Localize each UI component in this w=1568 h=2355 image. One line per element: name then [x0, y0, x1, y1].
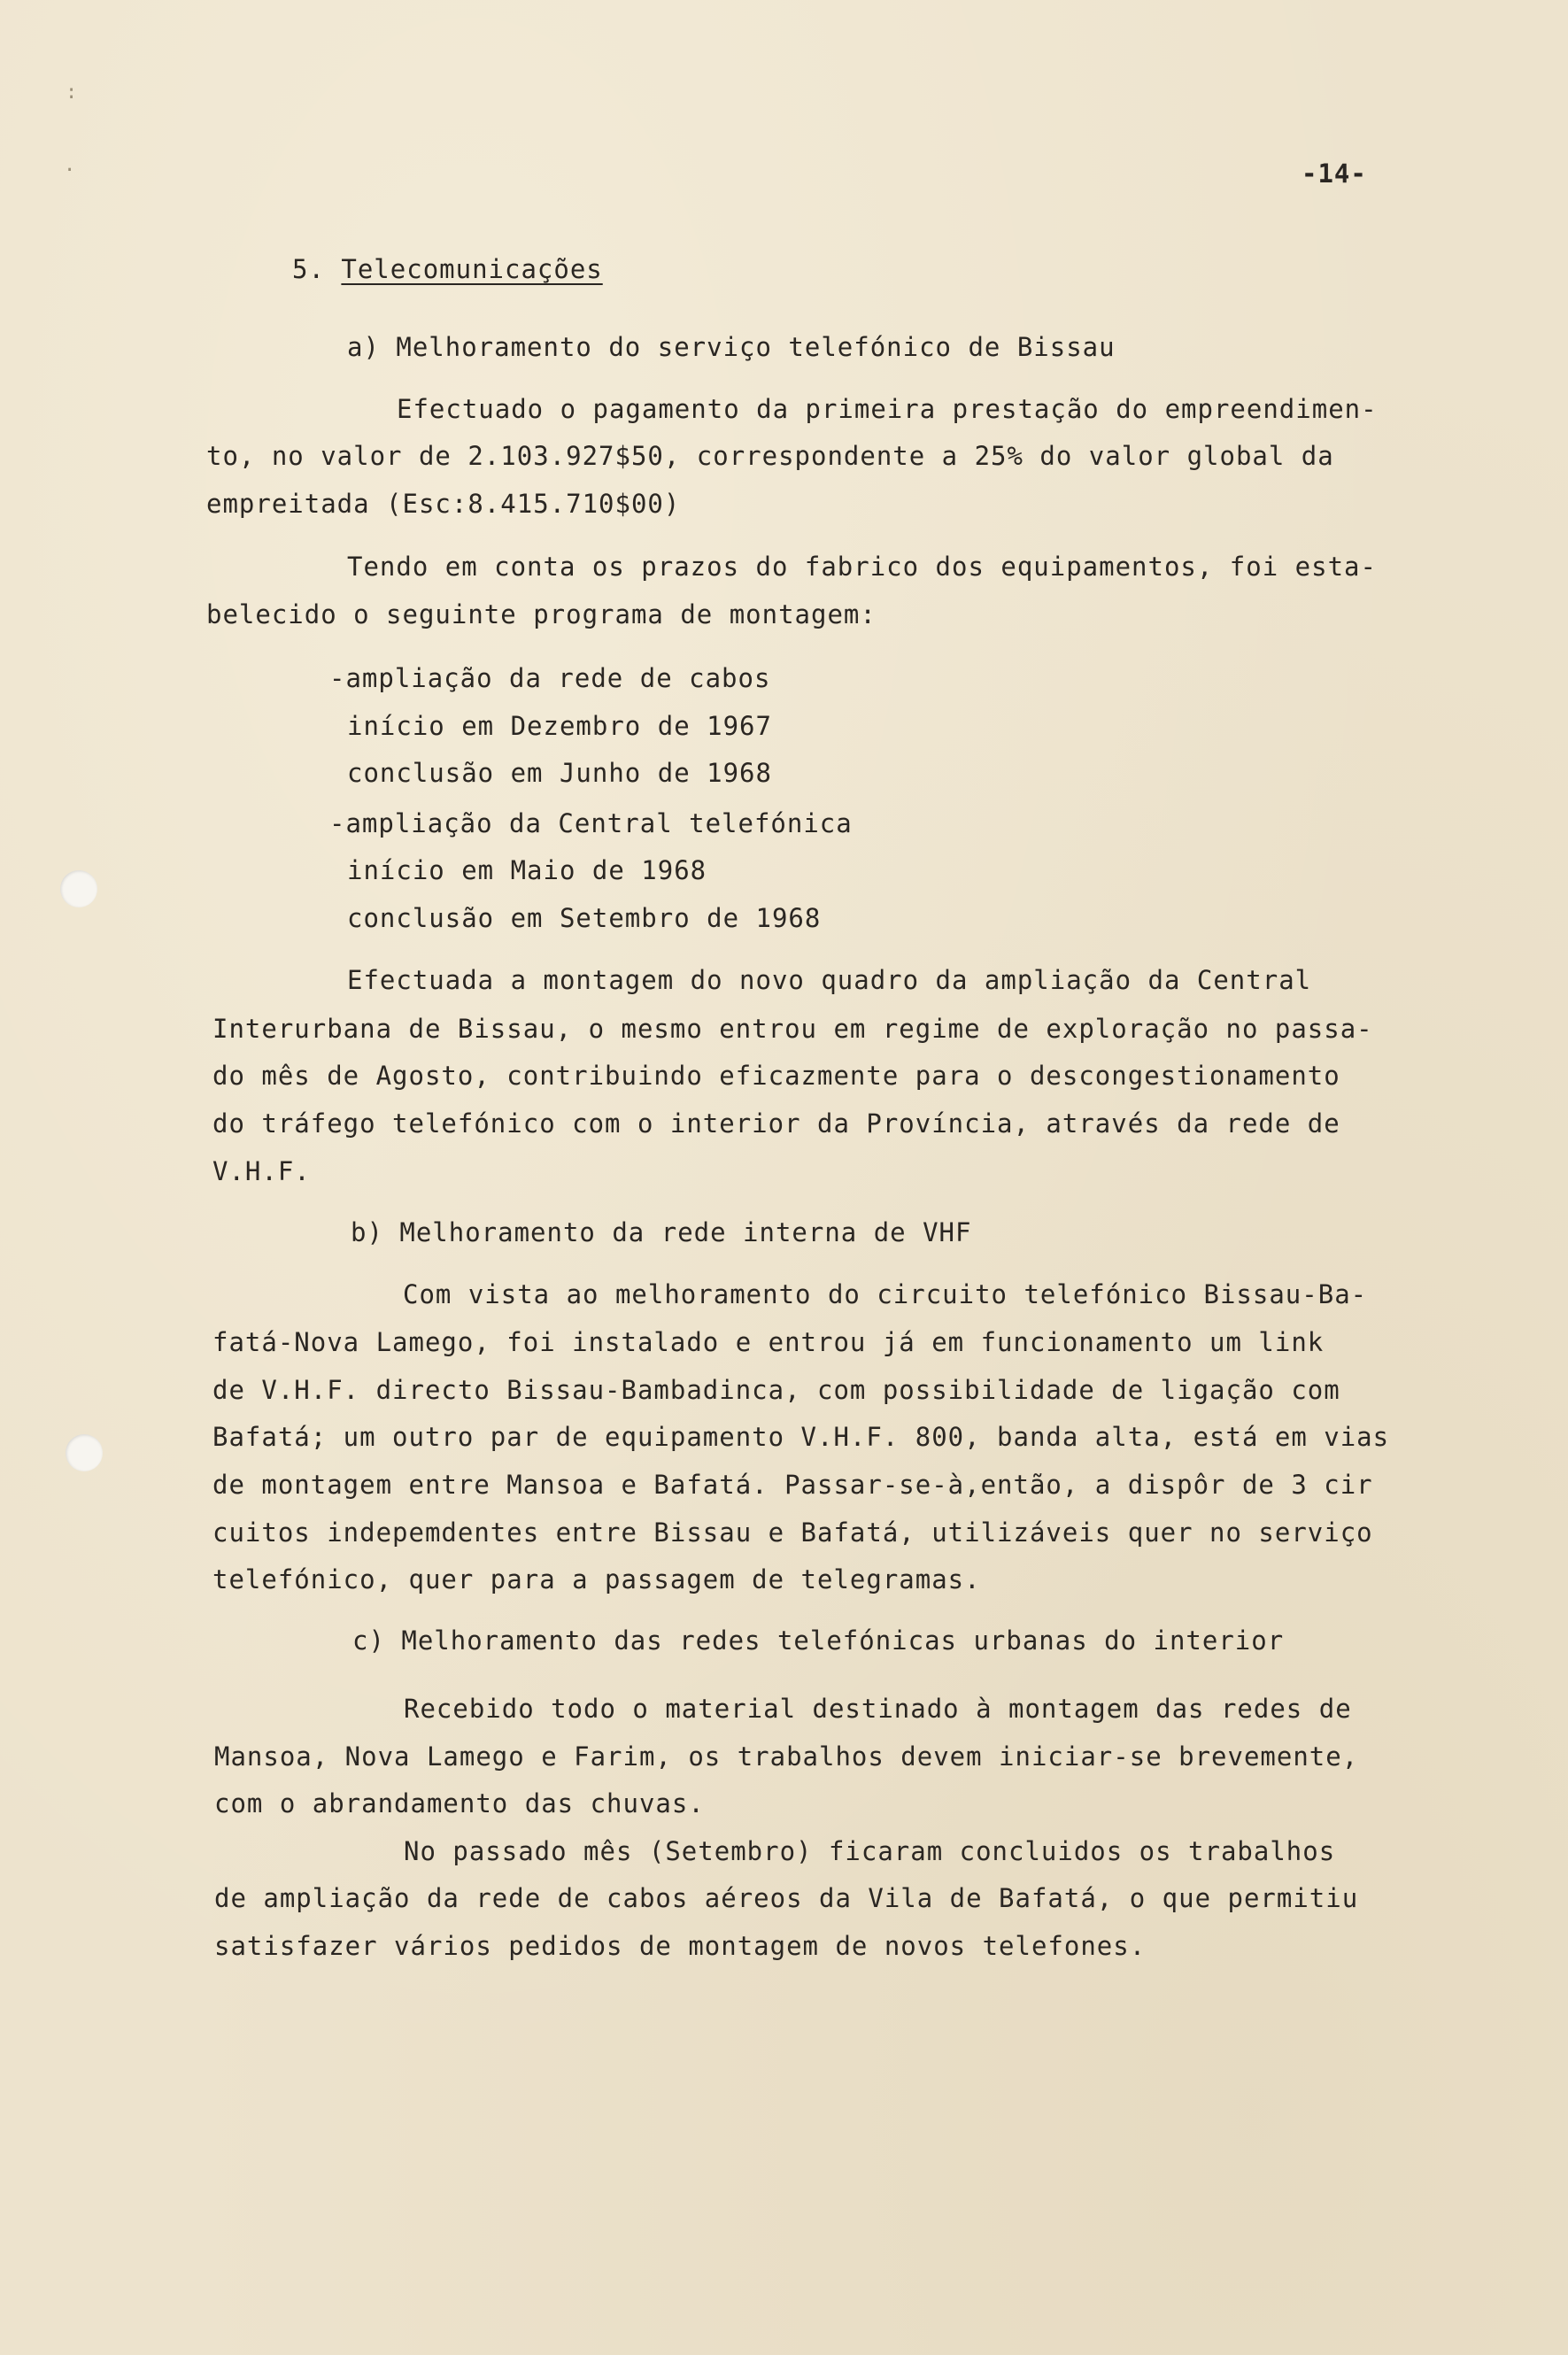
text-line: com o abrandamento das chuvas. [214, 1788, 705, 1818]
page-number: -14- [1302, 158, 1367, 189]
text-line: do tráfego telefónico com o interior da Província, através da rede de [212, 1108, 1340, 1139]
schedule-item: conclusão em Junho de 1968 [347, 758, 772, 788]
schedule-item: -ampliação da Central telefónica [329, 808, 853, 838]
text-line: Efectuado o pagamento da primeira prestação do empreendimen- [397, 394, 1378, 424]
punch-hole [60, 870, 97, 907]
text-line: V.H.F. [212, 1156, 311, 1186]
text-line: Tendo em conta os prazos do fabrico dos equipamentos, foi esta- [347, 552, 1377, 582]
paper-speck: : [66, 81, 78, 104]
schedule-item: conclusão em Setembro de 1968 [347, 903, 822, 933]
punch-hole [66, 1434, 103, 1471]
text-line: do mês de Agosto, contribuindo eficazmente para o descongestionamento [212, 1061, 1340, 1091]
text-line: cuitos indepemdentes entre Bissau e Bafatá, utilizáveis quer no serviço [212, 1517, 1373, 1548]
schedule-item: início em Dezembro de 1967 [347, 711, 772, 741]
subsection-c-heading: c) Melhoramento das redes telefónicas urbanas do interior [352, 1625, 1285, 1656]
section-number: 5. [292, 254, 325, 284]
text-line: de montagem entre Mansoa e Bafatá. Passar-se-à,então, a dispôr de 3 cir [212, 1470, 1373, 1500]
schedule-item: -ampliação da rede de cabos [329, 663, 771, 693]
text-line: telefónico, quer para a passagem de telegramas. [212, 1564, 981, 1594]
text-line: Efectuada a montagem do novo quadro da ampliação da Central [347, 965, 1312, 995]
text-line: empreitada (Esc:8.415.710$00) [206, 489, 681, 519]
text-line: Recebido todo o material destinado à montagem das redes de [404, 1694, 1352, 1724]
text-line: belecido o seguinte programa de montagem: [206, 599, 877, 629]
text-line: fatá-Nova Lamego, foi instalado e entrou já em funcionamento um link [212, 1327, 1325, 1357]
text-line: Mansoa, Nova Lamego e Farim, os trabalhos devem iniciar-se brevemente, [214, 1741, 1359, 1772]
section-title: Telecomunicações [341, 254, 603, 284]
text-line: No passado mês (Setembro) ficaram concluidos os trabalhos [404, 1836, 1336, 1866]
schedule-item: início em Maio de 1968 [347, 855, 707, 885]
text-line: to, no valor de 2.103.927$50, correspondente a 25% do valor global da [206, 441, 1334, 471]
paper-speck: · [64, 159, 76, 181]
subsection-b-heading: b) Melhoramento da rede interna de VHF [351, 1217, 972, 1247]
text-line: de V.H.F. directo Bissau-Bambadinca, com possibilidade de ligação com [212, 1375, 1340, 1405]
text-line: de ampliação da rede de cabos aéreos da Vila de Bafatá, o que permitiu [214, 1883, 1359, 1913]
text-line: Interurbana de Bissau, o mesmo entrou em regime de exploração no passa- [212, 1014, 1373, 1044]
text-line: satisfazer vários pedidos de montagem de novos telefones. [214, 1931, 1147, 1961]
subsection-a-heading: a) Melhoramento do serviço telefónico de Bissau [347, 332, 1116, 362]
text-line: Com vista ao melhoramento do circuito telefónico Bissau-Ba- [403, 1279, 1368, 1309]
section-heading [292, 251, 603, 287]
text-line: Bafatá; um outro par de equipamento V.H.F. 800, banda alta, está em vias [212, 1422, 1390, 1452]
